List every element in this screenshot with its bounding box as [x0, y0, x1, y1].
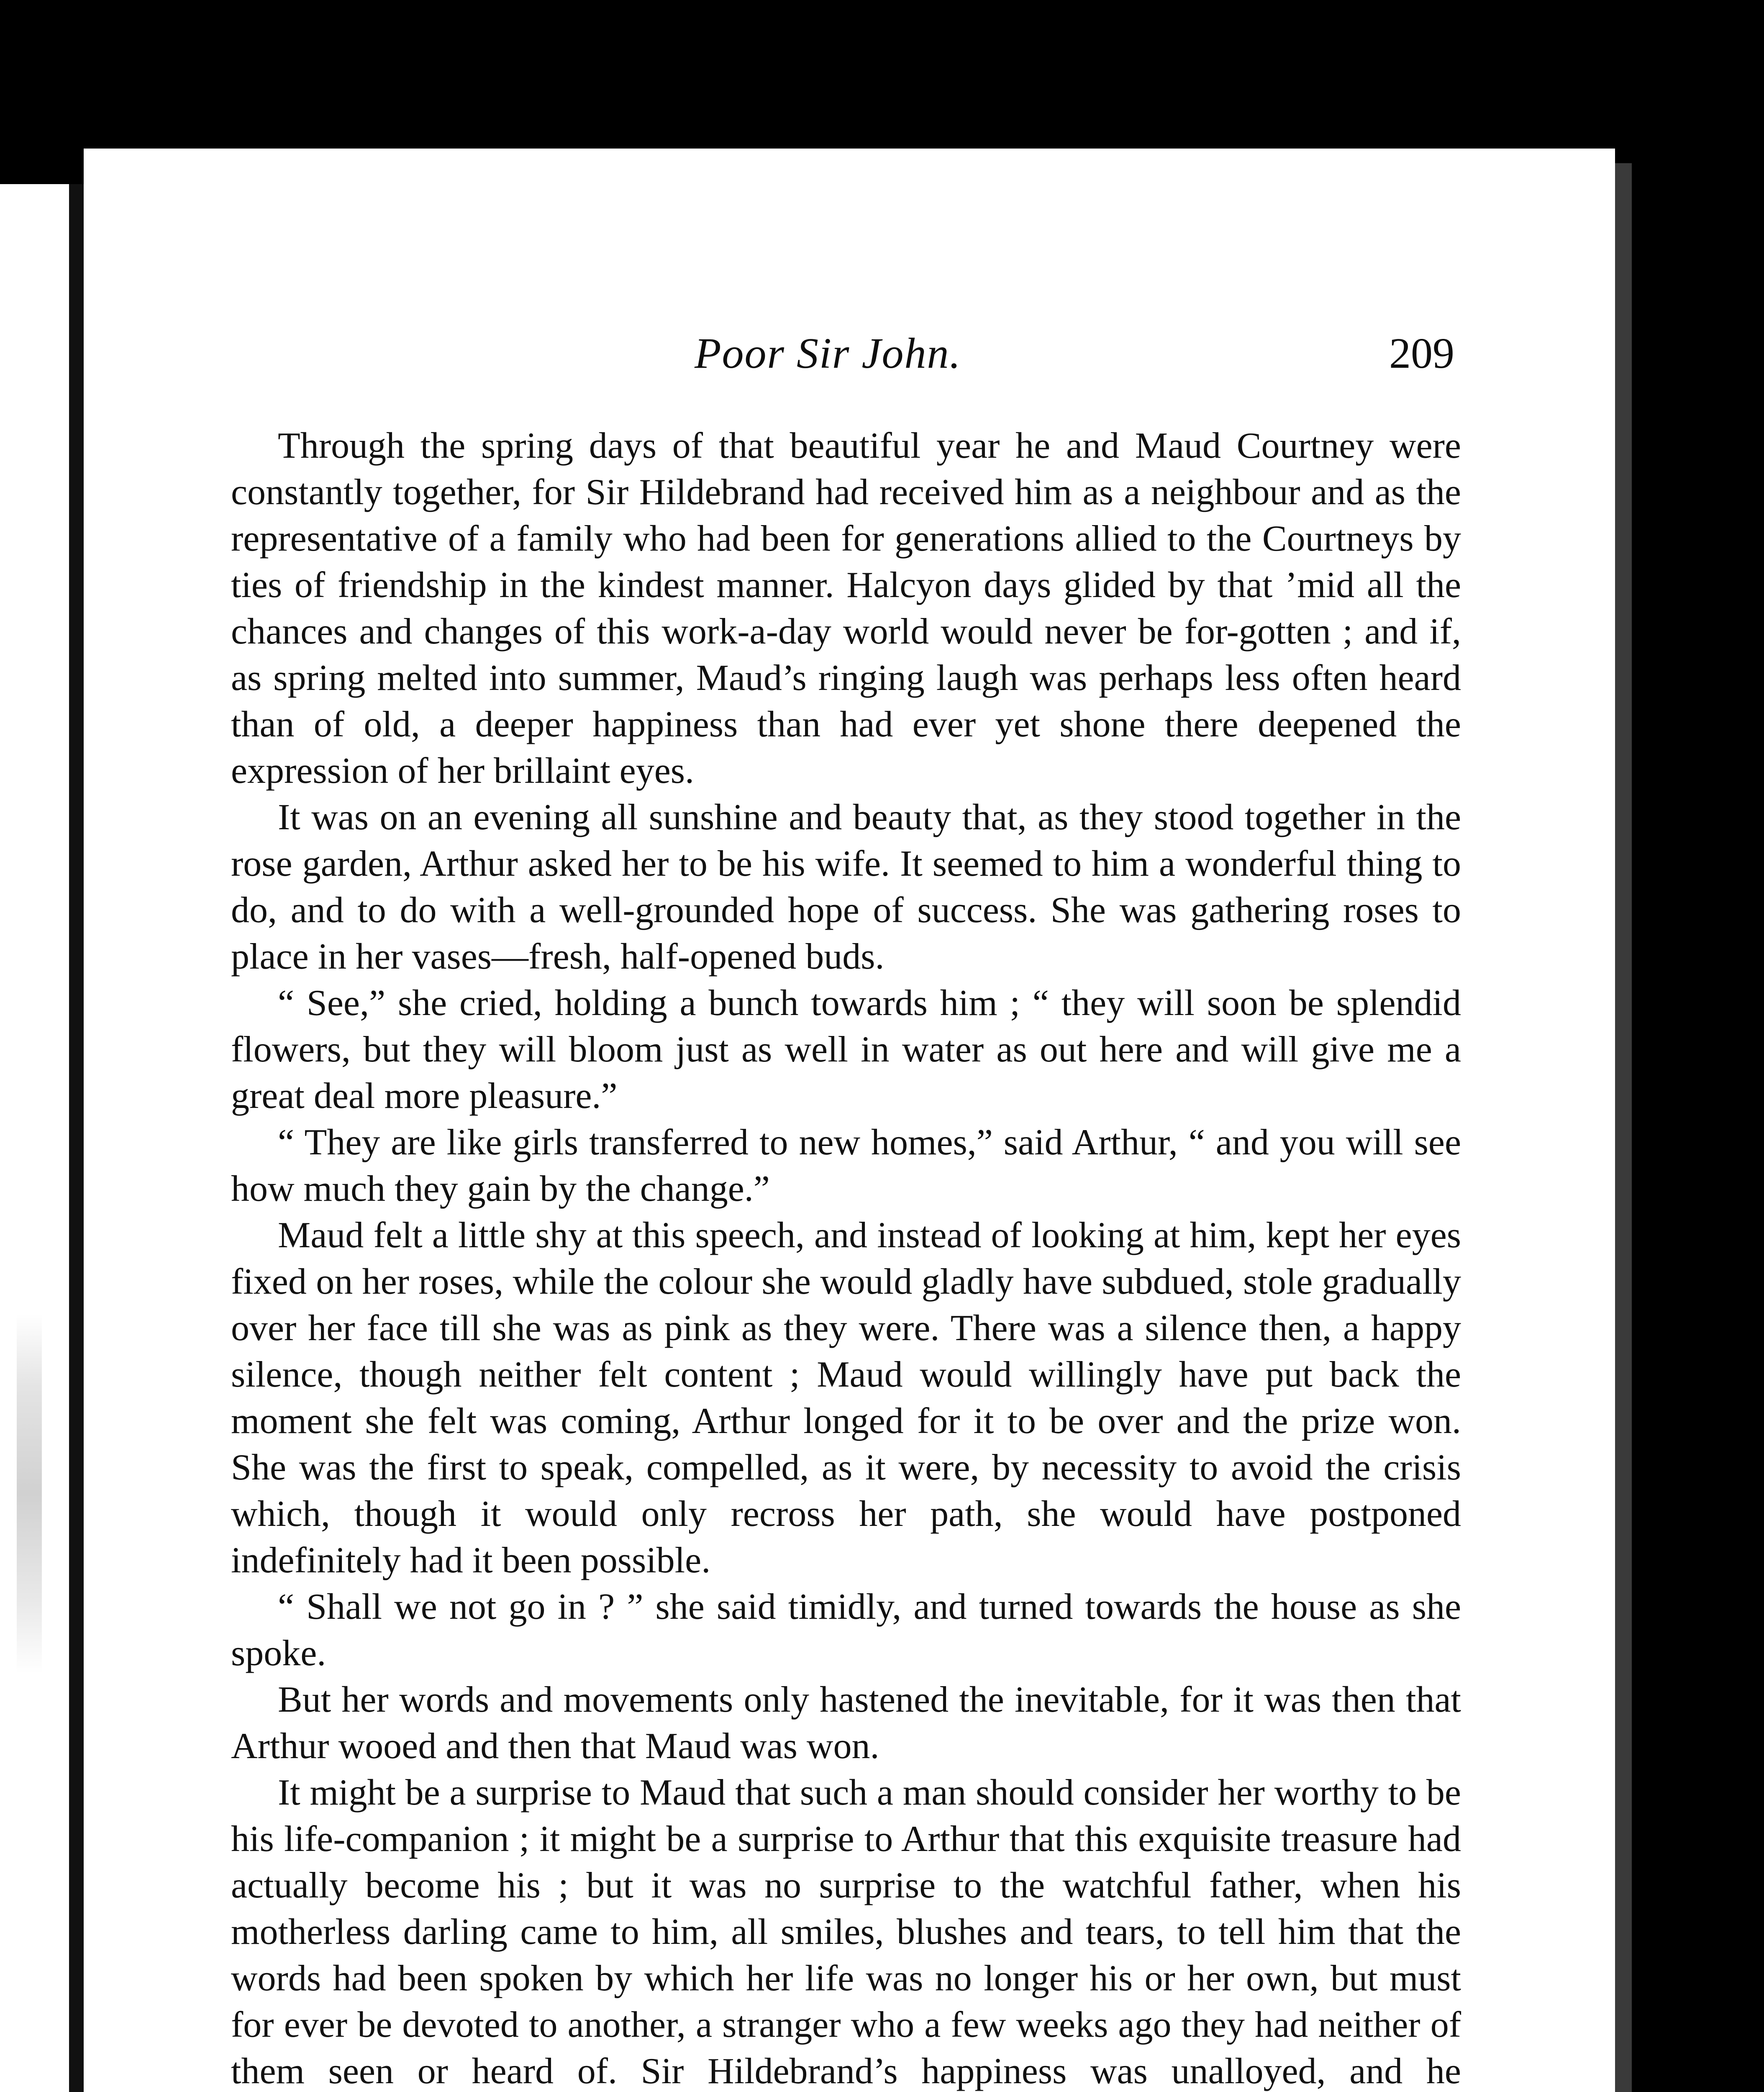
paragraph: It was on an evening all sunshine and beauty that, as they stood together in the rose garden, Arthur asked her to be his wife. It seemed to him a wonderful thing to do, and to do with a well-grounded hope of success. She was gathering roses to place in her vases—fresh, half-opened buds.	[231, 797, 1461, 977]
facing-page-edge	[0, 184, 84, 2092]
paragraph: “ They are like girls transferred to new homes,” said Arthur, “ and you will see how much they gain by the change.”	[231, 1122, 1461, 1209]
page-gutter-shadow	[1615, 163, 1632, 2092]
running-head	[84, 328, 1615, 400]
paragraph: “ Shall we not go in ? ” she said timidly, and turned towards the house as she spoke.	[231, 1587, 1461, 1674]
paragraph: Through the spring days of that beautiful year he and Maud Courtney were constantly together, for Sir Hildebrand had received him as a neighbour and as the representative of a family who had been for generations allied to the Courtneys by ties of friendship in the kindest manner. Halcyon days glided by that ’mid all the chances and changes of this work-a-day world would never be for-gotten ; and if, as spring melted into summer, Maud’s ringing laugh was perhaps less often heard than of old, a deeper happiness than had ever yet shone there deepened the expression of her brillaint eyes.	[231, 426, 1461, 791]
book-page	[84, 149, 1615, 2092]
page-number: 209	[1389, 329, 1454, 377]
running-title: Poor Sir John.	[695, 329, 961, 377]
paragraph: “ See,” she cried, holding a bunch towards him ; “ they will soon be splendid flowers, but they will bloom just as well in water as out here and will give me a great deal more pleasure.”	[231, 983, 1461, 1116]
facing-page-shadow	[17, 1314, 42, 1674]
paragraph: But her words and movements only hastened the inevitable, for it was then that Arthur wooed and then that Maud was won.	[231, 1679, 1461, 1766]
paragraph: It might be a surprise to Maud that such a man should consider her worthy to be his life-companion ; it might be a surprise to Arthur that this exquisite treasure had actually become his ; but it was no surprise to the watchful father, when his motherless darling came to him, all smiles, blushes and tears, to tell him that the words had been spoken by which her life was no longer his or her own, but must for ever be devoted to another, a stranger who a few weeks ago they had neither of them seen or heard of. Sir Hildebrand’s happiness was unalloyed, and he	[231, 1772, 1461, 2092]
paragraph: Maud felt a little shy at this speech, and instead of looking at him, kept her eyes fixed on her roses, while the colour she would gladly have subdued, stole gradually over her face till she was as pink as they were. There was a silence then, a happy silence, though neither felt content ; Maud would willingly have put back the moment she felt was coming, Arthur longed for it to be over and the prize won. She was the first to speak, compelled, as it were, by necessity to avoid the crisis which, though it would only recross her path, she would have postponed indefinitely had it been possible.	[231, 1215, 1461, 1581]
body-text	[231, 423, 1461, 2092]
